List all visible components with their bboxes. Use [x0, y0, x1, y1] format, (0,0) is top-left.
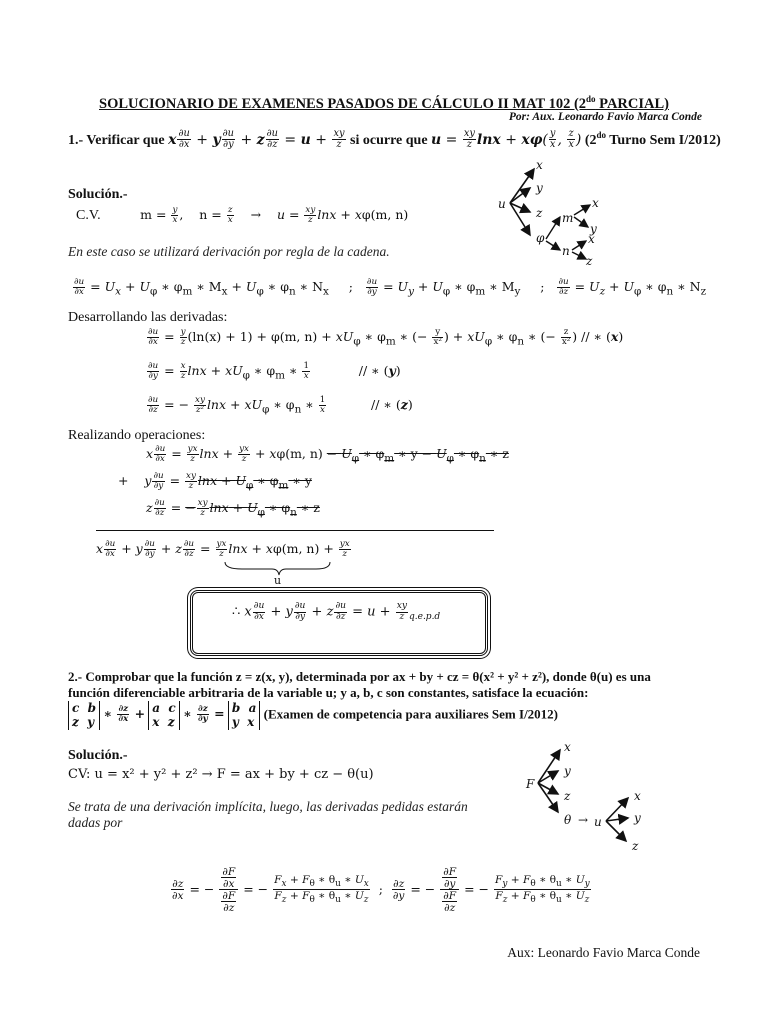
svg-text:x: x — [588, 232, 595, 246]
change-of-variable-2: CV: u = x² + y² + z² → F = ax + by + cz − θ(u) — [68, 767, 374, 782]
chain-rule-note: En este caso se utilizará derivación por regla de la cadena. — [68, 244, 390, 259]
svg-text:n: n — [562, 244, 570, 258]
variable-tree-diagram-2 — [520, 738, 650, 853]
svg-text:u: u — [274, 574, 282, 586]
qepd-mark: q.e.p.d — [409, 612, 441, 623]
operations-label: Realizando operaciones: — [68, 428, 206, 443]
svg-text:φ: φ — [536, 231, 545, 245]
svg-text:y: y — [564, 764, 571, 778]
underbrace-u — [222, 560, 337, 586]
implicit-derivation-note: Se trata de una derivación implícita, luego, las derivadas pedidas estarán dadas por — [68, 799, 468, 830]
svg-text:x: x — [536, 158, 543, 172]
svg-text:x: x — [634, 789, 641, 803]
derivative-du-dz: $\frac{\partial u}{\partial z}$ = − $\frac{xy}{\text{z²}}$ $\ln x + xU_\varphi$ ∗ $\varphi_n$ ∗ $\frac{1}{x}$ // ∗ (z) — [148, 395, 413, 416]
change-of-variable-1: C.V. m = $\frac{y}{x}$ , n = $\frac{z}{x}$ → u = $\frac{xy}{z}$ lnx + xφ(m, n) — [76, 205, 409, 226]
problem-1-statement: 1.- Verificar que x $\frac{\partial u}{\partial x}$ + y $\frac{\partial u}{\partial y}$ + z $\frac{\partial u}{\partial z}$ = u + $\frac{xy}{z}$ si ocurre que u = $\frac{xy}{z}$ lnx + xφ( $\frac{y}{x}$ , $\frac{z}{x}$ ) ($2^{do}$ Turno Sem I/2012) — [68, 128, 721, 151]
operation-line-z: z $\frac{\partial u}{\partial z}$ = − $\frac{xy}{z}$ $\ln x + U_\varphi$ ∗ $\varphi_n$ ∗ z — [146, 498, 320, 519]
svg-text:F: F — [526, 777, 535, 791]
svg-text:y: y — [536, 181, 543, 195]
solution-1-heading: Solución.- — [68, 187, 128, 202]
solution-2-heading: Solución.- — [68, 748, 128, 763]
svg-text:z: z — [564, 789, 571, 803]
variable-tree-diagram-1 — [490, 155, 620, 270]
conclusion-box — [190, 590, 488, 656]
svg-text:y: y — [590, 222, 597, 236]
conclusion-equation: ∴ x $\frac{\partial u}{\partial x}$ + y $\frac{\partial u}{\partial y}$ + z $\frac{\partial u}{\partial z}$ = u + $\frac{xy}{z}$ $_{q.e.p.d}$ — [232, 601, 441, 623]
svg-text:x: x — [592, 196, 599, 210]
implicit-derivative-formulas: $\frac{\partial z}{\partial x}$ = − $\frac{\frac{\partial F}{\partial x}}{\frac{\partial F}{\partial z}}$ = − $\frac{F_x + F_\theta ∗ \theta_u ∗ U_x}{F_z + F_\theta ∗ \theta_u ∗ U_z}$ ; $\frac{\partial z}{\partial y}$ = − $\frac{\frac{\partial F}{\partial y}}{\frac{\partial F}{\partial z}}$ = − $\frac{F_y + F_\theta ∗ \theta_u ∗ U_y}{F_z + F_\theta ∗ \theta_u ∗ U_z}$ — [172, 865, 590, 915]
svg-text:m: m — [562, 211, 574, 225]
svg-text:y: y — [634, 811, 641, 825]
sum-divider-line — [96, 530, 494, 531]
svg-text:θ: θ — [564, 813, 572, 827]
operation-line-x: x $\frac{\partial u}{\partial x}$ = $\frac{yx}{z}$ lnx + $\frac{yx}{z}$ + xφ(m, $n) - U_\varphi$ ∗ $\varphi_m$ ∗ $y - U_\varphi$ ∗ $\varphi_n$ ∗ z — [146, 444, 509, 465]
document-title: SOLUCIONARIO DE EXAMENES PASADOS DE CÁLCULO II MAT 102 ($2^{do}$ PARCIAL) — [99, 94, 669, 112]
developing-label: Desarrollando las derivadas: — [68, 310, 228, 325]
svg-text:→: → — [578, 813, 589, 827]
determinant-equation: c b z y ∗ $\frac{\partial z}{\partial x}$ + a c x z ∗ $\frac{\partial z}{\partial y}$ = b a y x (Examen de competencia para auxiliares Sem I/2012) — [68, 701, 558, 730]
svg-text:x: x — [564, 740, 571, 754]
sum-result-equation: x $\frac{\partial u}{\partial x}$ + y $\frac{\partial u}{\partial y}$ + z $\frac{\partial u}{\partial z}$ = $\frac{yx}{z}$ lnx + xφ(m, n) + $\frac{yx}{z}$ — [96, 539, 350, 560]
problem-2-statement: 2.- Comprobar que la función z = z(x, y), determinada por ax + by + cz = θ(x² + y² + z²), donde θ(u) es una función diferenciable arbitraria de la variable u; y a, b, c son constantes, satisface la ecuación: — [68, 669, 651, 701]
exam-reference: (Examen de competencia para auxiliares Sem I/2012) — [263, 706, 559, 722]
chain-rule-equations: $\frac{\partial u}{\partial x}$ = $U_x + U_\varphi$ ∗ $\varphi_m$ ∗ $M_x + U_\varphi$ ∗ $\varphi_n$ ∗ $N_x$ ; $\frac{\partial u}{\partial y}$ = $U_y + U_\varphi$ ∗ $\varphi_m$ ∗ $M_y$ ; $\frac{\partial u}{\partial z}$ = $U_z + U_\varphi$ ∗ $\varphi_n$ ∗ $N_z$ — [74, 277, 707, 298]
svg-text:z: z — [536, 206, 543, 220]
footer-author: Aux: Leonardo Favio Marca Conde — [507, 945, 700, 960]
svg-text:u: u — [594, 815, 602, 829]
author-credit-top: Por: Aux. Leonardo Favio Marca Conde — [508, 111, 702, 123]
svg-text:u: u — [498, 197, 506, 211]
svg-text:z: z — [586, 254, 593, 268]
svg-text:z: z — [632, 839, 639, 853]
derivative-du-dx: $\frac{\partial u}{\partial x}$ = $\frac{y}{z}$ (ln(x) + 1) + φ(m, $n) + xU_\varphi$ ∗ $\varphi_m$ ∗ (− $\frac{y}{\text{x²}}$ ) + $xU_\varphi$ ∗ $\varphi_n$ ∗ (− $\frac{z}{\text{x²}}$ ) // ∗ (x) — [148, 327, 624, 348]
derivative-du-dy: $\frac{\partial u}{\partial y}$ = $\frac{x}{z}$ $\ln x + xU_\varphi$ ∗ $\varphi_m$ ∗ $\frac{1}{x}$ // ∗ (y) — [148, 361, 401, 382]
operation-line-y: + y $\frac{\partial u}{\partial y}$ = $\frac{xy}{z}$ $\ln x + U_\varphi$ ∗ $\varphi_m$ ∗ y — [118, 471, 312, 492]
